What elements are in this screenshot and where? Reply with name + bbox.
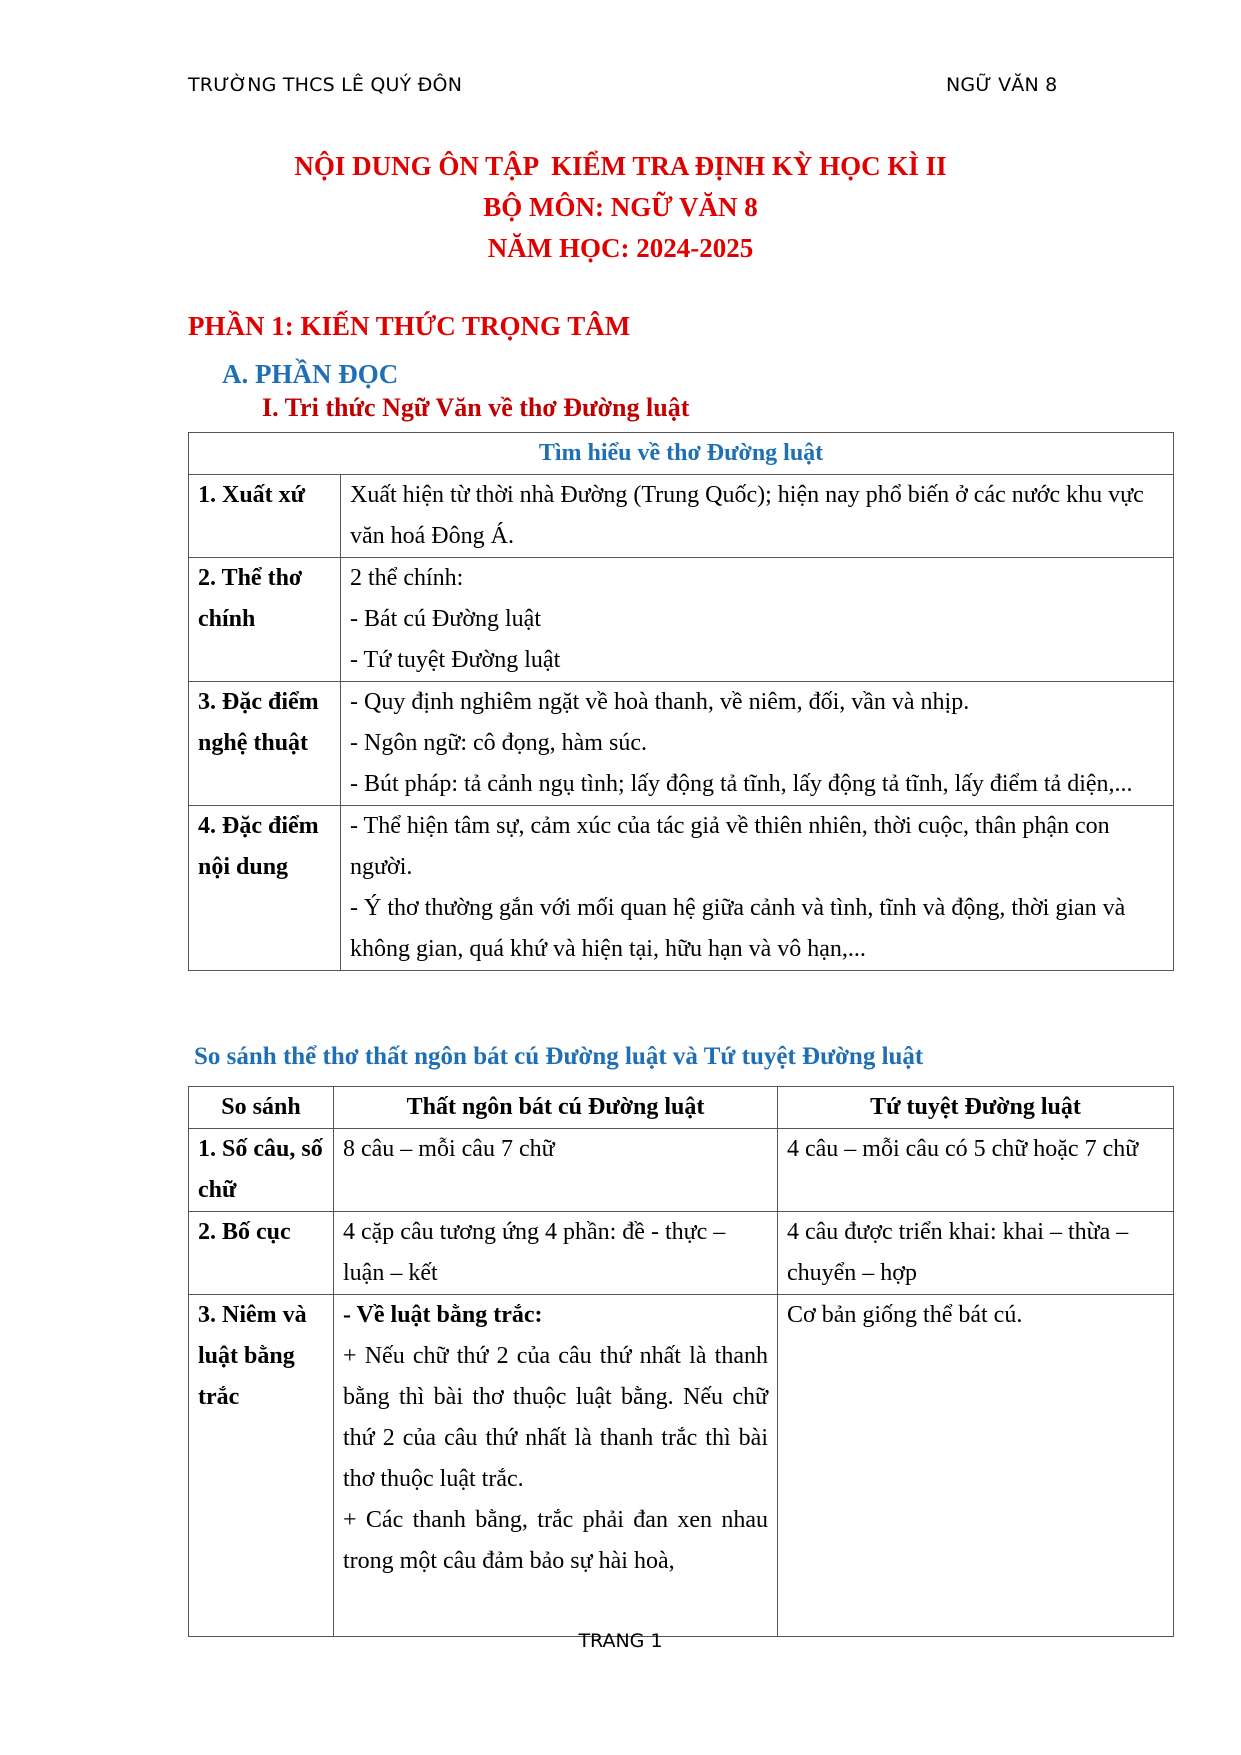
content-line: - Bát cú Đường luật <box>350 606 541 632</box>
table-row <box>189 806 1174 971</box>
row-label: 3. Đặc điểm nghệ thuật <box>189 682 341 806</box>
table-row <box>189 433 1174 475</box>
row-label: 1. Xuất xứ <box>189 475 341 558</box>
row-content <box>341 682 1174 806</box>
cell: 4 cặp câu tương ứng 4 phần: đề - thực – luận – kết <box>334 1212 778 1295</box>
table-header-row <box>189 1087 1174 1129</box>
content-line: - Quy định nghiêm ngặt về hoà thanh, về niêm, đối, vần và nhịp. <box>350 689 970 715</box>
content-line: - Tứ tuyệt Đường luật <box>350 647 561 673</box>
cell: 4 câu được triển khai: khai – thừa – chuyển – hợp <box>778 1212 1174 1295</box>
section-a-heading: A. PHẦN ĐỌC <box>222 359 399 389</box>
title-line-3: NĂM HỌC: 2024-2025 <box>487 233 754 263</box>
comparison-heading: So sánh thể thơ thất ngôn bát cú Đường luật và Tứ tuyệt Đường luật <box>194 1043 924 1070</box>
comparison-table <box>188 1086 1174 1637</box>
row-label: 2. Thể thơ chính <box>189 558 341 682</box>
cell: 8 câu – mỗi câu 7 chữ <box>334 1129 778 1212</box>
content-line: Xuất hiện từ thời nhà Đường (Trung Quốc); hiện nay phổ biến ở các nước khu vực văn hoá Đông Á. <box>350 482 1144 549</box>
cell: Cơ bản giống thể bát cú. <box>778 1295 1174 1637</box>
table-heading: Tìm hiểu về thơ Đường luật <box>189 433 1174 475</box>
table-row <box>189 1129 1174 1212</box>
column-header: Thất ngôn bát cú Đường luật <box>334 1087 778 1129</box>
content-line: + Nếu chữ thứ 2 của câu thứ nhất là thanh bằng thì bài thơ thuộc luật bằng. Nếu chữ thứ 2 của câu thứ nhất là thanh trắc thì bài thơ thuộc luật trắc. <box>343 1343 768 1492</box>
header-subject: NGỮ VĂN 8 <box>946 74 1058 96</box>
row-label: 4. Đặc điểm nội dung <box>189 806 341 971</box>
table-row <box>189 475 1174 558</box>
cell <box>334 1295 778 1637</box>
row-content <box>341 558 1174 682</box>
document-title <box>0 146 1241 269</box>
table-row <box>189 1295 1174 1637</box>
content-line: 2 thể chính: <box>350 565 464 591</box>
header-school: TRƯỜNG THCS LÊ QUÝ ĐÔN <box>188 74 463 96</box>
content-line: - Thể hiện tâm sự, cảm xúc của tác giả về thiên nhiên, thời cuộc, thân phận con người. <box>350 813 1110 880</box>
row-label: 2. Bố cục <box>189 1212 334 1295</box>
content-line: - Ý thơ thường gắn với mối quan hệ giữa cảnh và tình, tĩnh và động, thời gian và không gian, quá khứ và hiện tại, hữu hạn và vô hạn,... <box>350 895 1126 962</box>
section-i-heading: I. Tri thức Ngữ Văn về thơ Đường luật <box>262 393 690 422</box>
page-number: TRANG 1 <box>578 1630 663 1652</box>
table-row <box>189 682 1174 806</box>
content-line: - Ngôn ngữ: cô đọng, hàm súc. <box>350 730 647 756</box>
cell: 4 câu – mỗi câu có 5 chữ hoặc 7 chữ <box>778 1129 1174 1212</box>
poetry-knowledge-table <box>188 432 1174 971</box>
cell-subheading: - Về luật bằng trắc: <box>343 1302 543 1328</box>
table-row <box>189 1212 1174 1295</box>
column-header: So sánh <box>189 1087 334 1129</box>
row-label: 1. Số câu, số chữ <box>189 1129 334 1212</box>
title-line-1: NỘI DUNG ÔN TẬP KIỂM TRA ĐỊNH KỲ HỌC KÌ II <box>294 151 947 181</box>
title-line-2: BỘ MÔN: NGỮ VĂN 8 <box>483 192 758 222</box>
part-1-heading: PHẦN 1: KIẾN THỨC TRỌNG TÂM <box>188 311 631 341</box>
row-content <box>341 806 1174 971</box>
row-label: 3. Niêm và luật bằng trắc <box>189 1295 334 1637</box>
content-line: - Bút pháp: tả cảnh ngụ tình; lấy động tả tĩnh, lấy động tả tĩnh, lấy điểm tả diện,... <box>350 771 1133 797</box>
row-content <box>341 475 1174 558</box>
column-header: Tứ tuyệt Đường luật <box>778 1087 1174 1129</box>
table-row <box>189 558 1174 682</box>
content-line: + Các thanh bằng, trắc phải đan xen nhau trong một câu đảm bảo sự hài hoà, <box>343 1507 768 1574</box>
